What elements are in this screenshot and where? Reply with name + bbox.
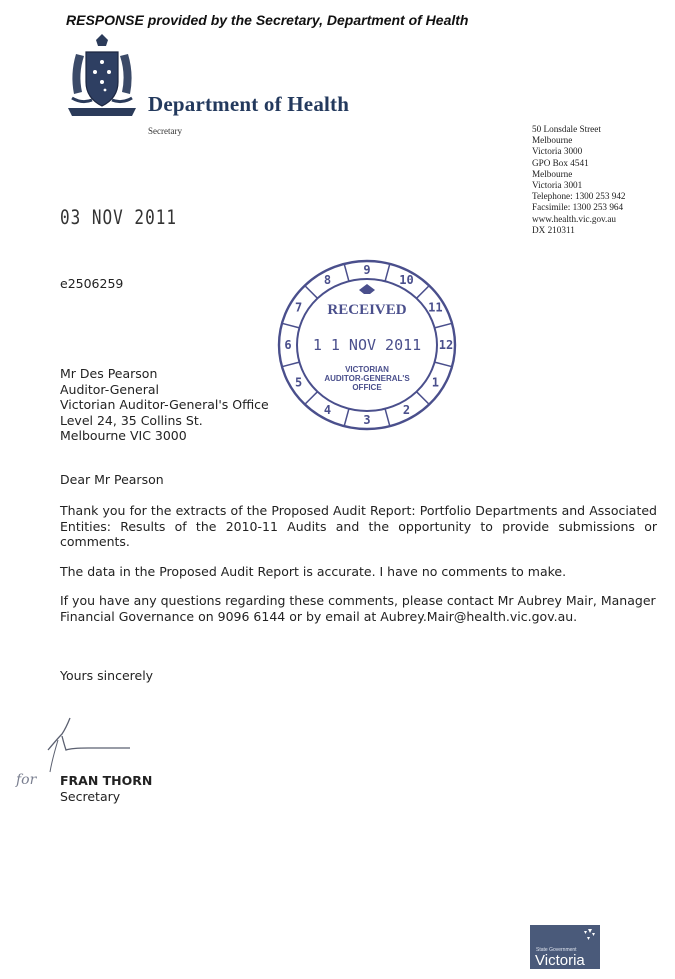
- greeting: Dear Mr Pearson: [60, 472, 164, 487]
- body-paragraph: If you have any questions regarding these comments, please contact Mr Aubrey Mair, Manager Financial Governance on 9096 6144 or by email at Aubrey.Mair@health.vic.gov.au.: [60, 593, 656, 624]
- response-header-note: RESPONSE provided by the Secretary, Department of Health: [66, 12, 469, 28]
- addressee-line: Melbourne VIC 3000: [60, 428, 187, 444]
- stamp-ring-number: 11: [428, 300, 443, 315]
- address-line: Melbourne: [532, 135, 573, 146]
- stamp-ring-number: 3: [363, 413, 371, 427]
- addressee-line: Victorian Auditor-General's Office: [60, 397, 269, 413]
- signer-title: Secretary: [60, 789, 121, 804]
- address-line: Melbourne: [532, 168, 573, 179]
- address-line: GPO Box 4541: [532, 157, 589, 168]
- addressee-block: [60, 366, 269, 444]
- signer-block: [60, 773, 152, 805]
- stamp-ring-tick: [344, 264, 349, 281]
- logo-small-text: State Government: [536, 947, 577, 953]
- stamp-ring-tick: [435, 362, 452, 367]
- closing: Yours sincerely: [60, 668, 154, 683]
- addressee-line: Mr Des Pearson: [60, 366, 158, 381]
- stamp-ring-number: 2: [402, 403, 411, 417]
- stamp-received-label: RECEIVED: [327, 302, 407, 318]
- reference-number: e2506259: [60, 276, 124, 291]
- address-line: Victoria 3000: [532, 146, 583, 157]
- stamp-ring-number: 1: [431, 375, 440, 390]
- address-line: Facsimile: 1300 253 964: [532, 202, 624, 213]
- victoria-logo: [530, 925, 600, 969]
- addressee-line: Auditor-General: [60, 381, 159, 397]
- stamp-ring-tick: [305, 392, 318, 405]
- crown-icon: [359, 284, 375, 294]
- stamp-ring-tick: [344, 409, 349, 426]
- stamp-ring-tick: [282, 323, 299, 328]
- address-line: DX 210311: [532, 224, 575, 235]
- stamp-ring-tick: [435, 323, 452, 328]
- stamp-ring-tick: [417, 392, 430, 405]
- coat-of-arms-icon: [62, 34, 142, 120]
- stamp-ring-number: 4: [323, 403, 332, 417]
- stamp-ring-number: 9: [363, 263, 371, 277]
- address-line: 50 Lonsdale Street: [532, 124, 601, 134]
- stamp-ring-tick: [305, 286, 318, 299]
- stamp-office-line: AUDITOR-GENERAL'S: [324, 374, 410, 383]
- stamp-ring-tick: [417, 286, 430, 299]
- stamp-office-line: OFFICE: [352, 383, 382, 392]
- received-stamp: [273, 256, 461, 434]
- letter-date: 03 NOV 2011: [60, 206, 177, 229]
- address-line: Telephone: 1300 253 942: [532, 191, 626, 202]
- department-subtitle: Secretary: [148, 126, 182, 136]
- stamp-office-line: VICTORIAN: [345, 365, 389, 374]
- signer-name: FRAN THORN: [60, 773, 153, 788]
- stamp-date: 1 1 NOV 2011: [312, 336, 422, 354]
- stamp-ring-number: 7: [294, 300, 303, 315]
- addressee-line: Level 24, 35 Collins St.: [60, 412, 203, 428]
- stamp-ring-tick: [385, 409, 390, 426]
- address-line: Victoria 3001: [532, 180, 583, 191]
- address-line: www.health.vic.gov.au: [532, 213, 617, 224]
- signature-for-note: for: [16, 772, 37, 788]
- stamp-ring-tick: [385, 264, 390, 281]
- body-paragraph: The data in the Proposed Audit Report is accurate. I have no comments to make.: [60, 564, 567, 579]
- department-title: Department of Health: [148, 92, 350, 116]
- department-address: [532, 124, 626, 236]
- body-paragraph: Thank you for the extracts of the Proposed Audit Report: Portfolio Departments and Associated Entities: Results of the 2010-11 Audits and the opportunity to provide submissions or comments.: [60, 503, 657, 550]
- stamp-ring-number: 10: [399, 273, 414, 287]
- stamp-ring-number: 8: [323, 273, 332, 287]
- stamp-ring-tick: [282, 362, 299, 367]
- stamp-ring-number: 12: [438, 338, 454, 352]
- stamp-ring-number: 5: [294, 375, 303, 390]
- stamp-ring-number: 6: [284, 338, 292, 352]
- logo-brand-text: Victoria: [535, 952, 585, 969]
